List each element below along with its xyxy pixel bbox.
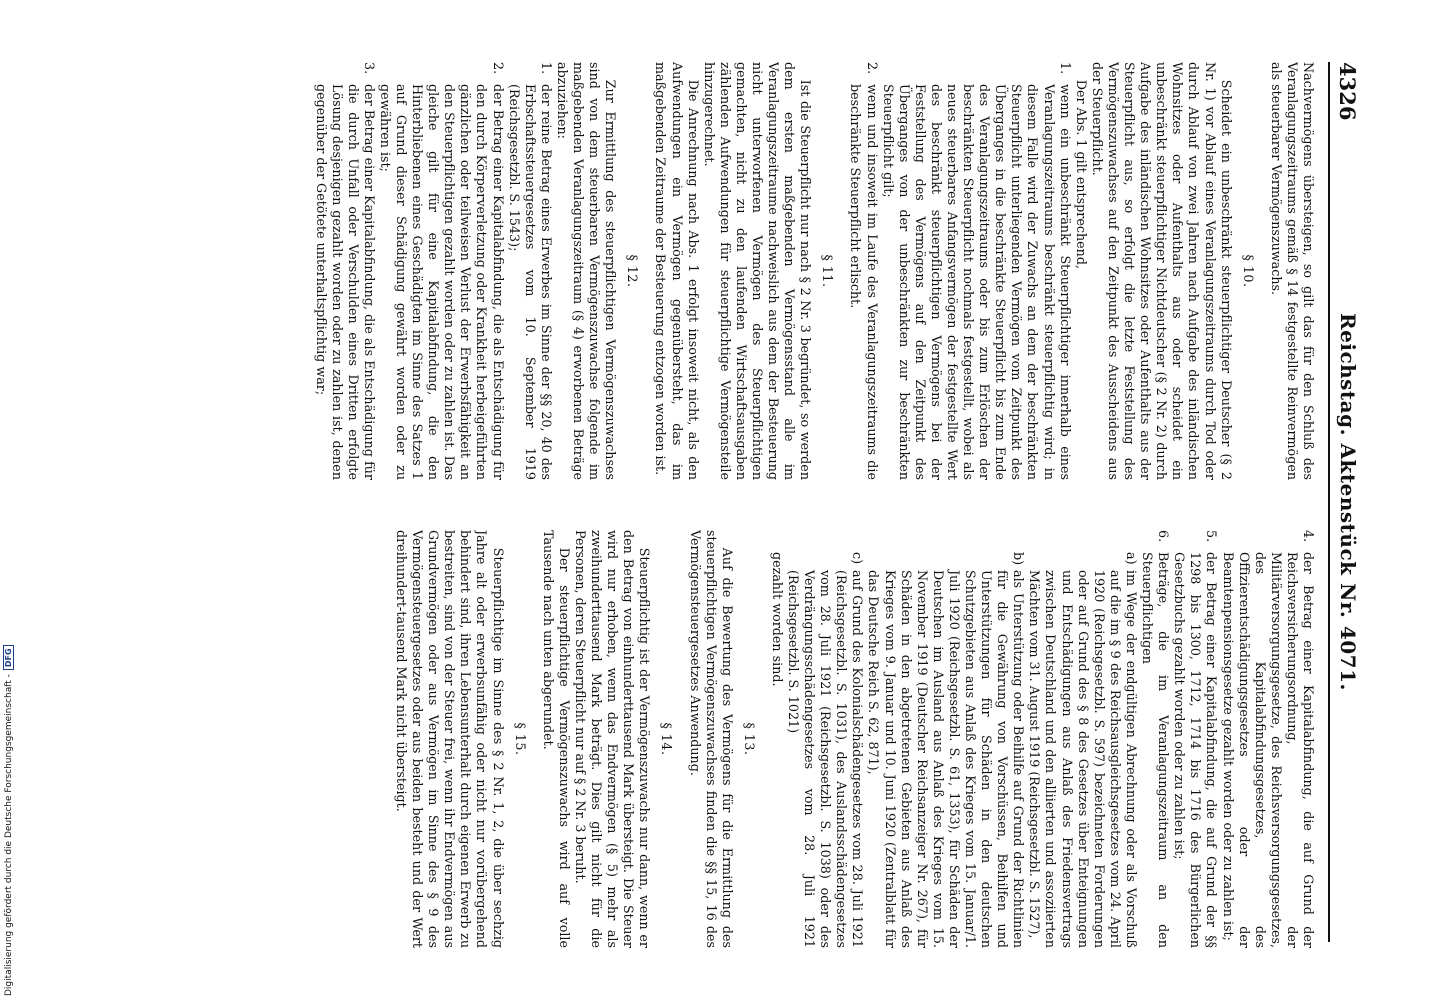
intro-paragraph: Nachvermögens übersteigen, so gilt das für den Schluß des Veranlagungszeitraums gemäß § 14 festgestellte Reinvermögen als steuerbarer Vermögenszuwachs.	[1268, 62, 1316, 480]
section-13-paragraph: Auf die Bewertung des Vermögens für die Ermittlung des steuerpflichtigen Vermögenszuwachses finden die §§ 15, 16 des Vermögensteuergesetzes Anwendung.	[687, 530, 735, 948]
section-10-heading: § 10.	[1240, 254, 1256, 288]
list-item: 1. der reine Betrag eines Erwerbes im Sinne der §§ 20, 40 des Erbschaftssteuergesetzes vom 10. September 1919 (Reichsgesetzbl. S. 1543);	[506, 62, 554, 480]
section-11-paragraph: Die Anrechnung nach Abs. 1 erfolgt insoweit nicht, als den Aufwendungen ein Vermögen gegenübersteht, das im maßgebenden Zeitraume der Besteuerung entzogen worden ist.	[653, 62, 701, 480]
credit-text: Digitalisierung gefördert durch die Deutsche Forschungsgemeinschaft -	[4, 674, 14, 996]
section-15-paragraph: Steuerpflichtige im Sinne des § 2 Nr. 1, 2, die über sechzig Jahre alt oder erwerbsunfähig oder nicht nur vorübergehend behindert sind, ihren Lebensunterhalt durch eigenen Erwerb zu bestreiten, sind von der Steuer frei, wenn ihr Endvermögen aus Grundvermögen oder aus Vermögen im Sinne des § 9 des Vermögensteuergesetzes oder aus beiden besteht und der Wert dreihundert-tausend Mark nicht übersteigt.	[394, 530, 506, 948]
digitization-credit	[0, 0, 20, 1000]
dfg-logo: DFG	[3, 645, 14, 670]
section-10-paragraph: Scheidet ein unbeschränkt steuerpflichtiger Deutscher (§ 2 Nr. 1) vor Ablauf eines Veranlagungszeitraums durch Tod oder durch Ablauf von zwei Jahren nach Aufgabe des inländischen Wohnsitzes oder Aufenthalts aus oder scheidet ein unbeschränkt steuerpflichtiger Nichtdeutscher (§ 2 Nr. 2) durch Aufgabe des inländischen Wohnsitzes oder Aufenthalts aus der Steuerpflicht aus, so erfolgt die letzte Feststellung des Vermögenszuwachses auf den Zeitpunkt des Ausscheidens aus der Steuerpflicht.	[1089, 62, 1234, 480]
section-12-paragraph: Zur Ermittlung des steuerpflichtigen Vermögenszuwachses sind von dem steuerbaren Vermögenszuwachse folgende im maßgebenden Veranlagungszeitraum (§ 4) erworbenen Beträge abzuziehen:	[554, 62, 619, 480]
section-10-paragraph: Der Abs. 1 gilt entsprechend,	[1073, 79, 1089, 269]
list-item: 4. der Betrag einer Kapitalabfindung, die auf Grund der Reichsversicherungsordnung, der Militärversorgungsgesetze, des Reichsversorgungsgesetzes, des Kapitalabfindungsgesetzes, des Offizierentschädigungsgesetzes oder der Beamtenpensionsgesetze gezahlt worden oder zu zahlen ist;	[1220, 530, 1316, 948]
sub-list-item: c) auf Grund des Kolonialschädengesetzes vom 28. Juli 1921 (Reichsgesetzbl. S. 1031), des Auslandsschädengesetzes vom 28. Juli 1921 (Reichsgesetzbl. S. 1038) oder des Verdrängungsschädengesetzes vom 28. Juli 1921 (Reichsgesetzbl. S. 1021)	[786, 552, 866, 948]
section-11-heading: § 11.	[820, 254, 836, 288]
right-column	[86, 530, 1316, 948]
list-item: 2. der Betrag einer Kapitalabfindung, die als Entschädigung für den durch Körperverletzung oder Krankheit herbeigeführten gänzlichen oder teilweisen Verlust der Erwerbsfähigkeit an den Steuerpflichtigen gezahlt worden oder zu zahlen ist. Das gleiche gilt für eine Kapitalabfindung, die den Hinterbliebenen eines Geschädigten im Sinne des Satzes 1 auf Grund dieser Schädigung gewährt worden oder zu gewähren ist;	[377, 62, 506, 480]
list-item: 6. Beträge, die im Veranlagungszeitraum an den Steuerpflichtigen	[1140, 530, 1172, 948]
section-11-paragraph: Ist die Steuerpflicht nur nach § 2 Nr. 3 begründet, so werden dem ersten maßgebenden Vermögensstand alle im Veranlagungszeitraume nachweislich aus dem der Besteuerung nicht unterworfenen Vermögen des Steuerpflichtigen gemachten, nicht zu den laufenden Wirtschaftsausgaben zählenden Aufwendungen für steuerpflichtige Vermögensteile hinzugerechnet.	[701, 62, 814, 480]
section-15-heading: § 15.	[512, 722, 528, 756]
list-closing-text: gezahlt worden sind.	[769, 552, 785, 687]
list-item: 1. wenn ein unbeschränkt Steuerpflichtiger innerhalb eines Veranlagungszeitraums beschränkt steuerpflichtig wird; in diesem Falle wird der Zuwachs an dem der beschränkten Steuerpflicht unterliegenden Vermögen vom Zeitpunkt des Überganges in die beschränkte Steuerpflicht bis zum Ende des Veranlagungszeitraums oder bis zum Erlöschen der beschränkten Steuerpflicht nochmals festgestellt, wobei als neues steuerbares Anfangsvermögen der festgestellte Wert des beschränkt steuerpflichtigen Vermögens bei der Feststellung des Vermögens auf den Zeitpunkt des Überganges von der unbeschränkten zur beschränkten Steuerpflicht gilt;	[880, 62, 1073, 480]
list-item: 5. der Betrag einer Kapitalabfindung, die auf Grund der §§ 1298 bis 1300, 1712, 1714 bis 1716 des Bürgerlichen Gesetzbuchs gezahlt worden oder zu zahlen ist;	[1172, 530, 1220, 948]
sub-list-item: b) als Unterstützung oder Beihilfe auf Grund der Richtlinien für die Gewährung von Vorschüssen, Beihilfen und Unterstützungen für Schäden in den deutschen Schutzgebieten aus Anlaß des Krieges vom 15. Januar/1. Juli 1920 (Reichsgesetzbl. S. 61, 1353), für Schäden der Deutschen im Ausland aus Anlaß des Krieges vom 15. November 1919 (Deutscher Reichsanzeiger Nr. 267), für Schäden in den abgetretenen Gebieten aus Anlaß des Krieges vom 9. Januar und 10. Juni 1920 (Zentralblatt für das Deutsche Reich S. 62, 871),	[866, 552, 1027, 948]
section-14-paragraph: Steuerpflichtig ist der Vermögenszuwachs nur dann, wenn er den Betrag von einhunderttausend Mark übersteigt. Die Steuer wird nur erhoben, wenn das Endvermögen (§ 5) mehr als zweihunderttausend Mark beträgt. Dies gilt nicht für die Personen, deren Steuerpflicht nur auf § 2 Nr. 3 beruht.	[572, 530, 653, 948]
page-header	[1328, 62, 1364, 942]
section-14-heading: § 14.	[659, 722, 675, 756]
sub-list-item: a) im Wege der endgültigen Abrechnung oder als Vorschuß auf die im § 9 des Reichsausgleichsgesetzes vom 24. April 1920 (Reichsgesetzbl. S. 597) bezeichneten Forderungen oder auf Grund des § 8 des Gesetzes über Enteignungen und Entschädigungen aus Anlaß des Friedensvertrags zwischen Deutschland und den alliierten und assoziierten Mächten vom 31. August 1919 (Reichsgesetzbl. S. 1527),	[1027, 552, 1139, 948]
running-title: Reichstag. Aktenstück Nr. 4071.	[1336, 313, 1360, 691]
section-12-heading: § 12.	[625, 254, 641, 288]
list-item: 3. der Betrag einer Kapitalabfindung, die als Entschädigung für die durch Unfall oder Verschulden eines Dritten erfolgte Lösung desjenigen gezahlt worden oder zu zahlen ist, denen gegenüber der Getötete unterhaltspflichtig war;	[313, 62, 377, 480]
list-item: 2. wenn und insoweit im Laufe des Veranlagungszeitraums die beschränkte Steuerpflicht erlischt.	[848, 62, 880, 480]
left-column	[86, 62, 1316, 480]
section-14-paragraph: Der steuerpflichtige Vermögenszuwachs wird auf volle Tausende nach unten abgerundet.	[540, 530, 572, 948]
page-number: 4326	[1335, 62, 1360, 121]
section-13-heading: § 13.	[741, 722, 757, 756]
